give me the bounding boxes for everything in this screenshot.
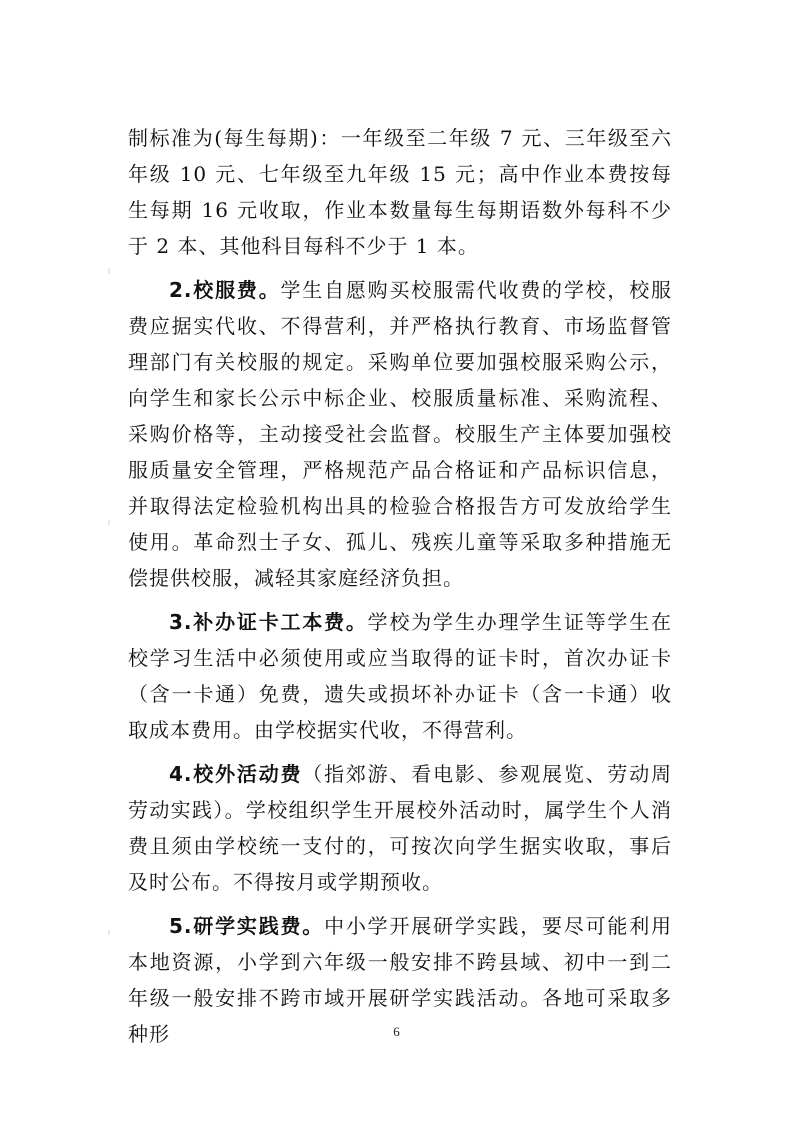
paragraph-text: 中小学开展研学实践，要尽可能利用本地资源，小学到六年级一般安排不跨县域、初中一到二年级一般安排不跨市域开展研学实践活动。各地可采取多种形: [128, 914, 672, 1046]
paragraph-card-replacement-fee: [128, 604, 672, 748]
paragraph-school-uniform-fee: [128, 272, 672, 596]
paragraph-outdoor-activity-fee: [128, 756, 672, 900]
document-body: [128, 120, 672, 1052]
scan-mark: [108, 520, 110, 525]
page-number: 6: [393, 1024, 400, 1039]
section-heading: 5.研学实践费。: [169, 914, 325, 938]
section-heading: 3.补办证卡工本费。: [169, 610, 368, 634]
paragraph-continuation: [128, 120, 672, 264]
scan-mark: [108, 930, 110, 935]
section-heading: 4.校外活动费: [169, 762, 303, 786]
paragraph-text: 学校为学生办理学生证等学生在校学习生活中必须使用或应当取得的证卡时，首次办证卡（含一卡通）免费，遗失或损坏补办证卡（含一卡通）收取成本费用。由学校据实代收，不得营利。: [128, 610, 673, 742]
section-heading: 2.校服费。: [169, 278, 281, 302]
paragraph-text: （指郊游、看电影、参观展览、劳动周劳动实践）。学校组织学生开展校外活动时，属学生个人消费且须由学校统一支付的，可按次向学生据实收取，事后及时公布。不得按月或学期预收。: [128, 762, 673, 894]
paragraph-text: 制标准为(每生每期)：一年级至二年级 7 元、三年级至六年级 10 元、七年级至九年级 15 元；高中作业本费按每生每期 16 元收取，作业本数量每生每期语数外每科不少于 2 本、其他科目每科不少于 1 本。: [128, 126, 672, 258]
scan-mark: [108, 268, 110, 274]
paragraph-text: 学生自愿购买校服需代收费的学校，校服费应据实代收、不得营利，并严格执行教育、市场监督管理部门有关校服的规定。采购单位要加强校服采购公示，向学生和家长公示中标企业、校服质量标准、采购流程、采购价格等，主动接受社会监督。校服生产主体要加强校服质量安全管理，严格规范产品合格证和产品标识信息，并取得法定检验机构出具的检验合格报告方可发放给学生使用。革命烈士子女、孤儿、残疾儿童等采取多种措施无偿提供校服，减轻其家庭经济负担。: [128, 278, 673, 590]
